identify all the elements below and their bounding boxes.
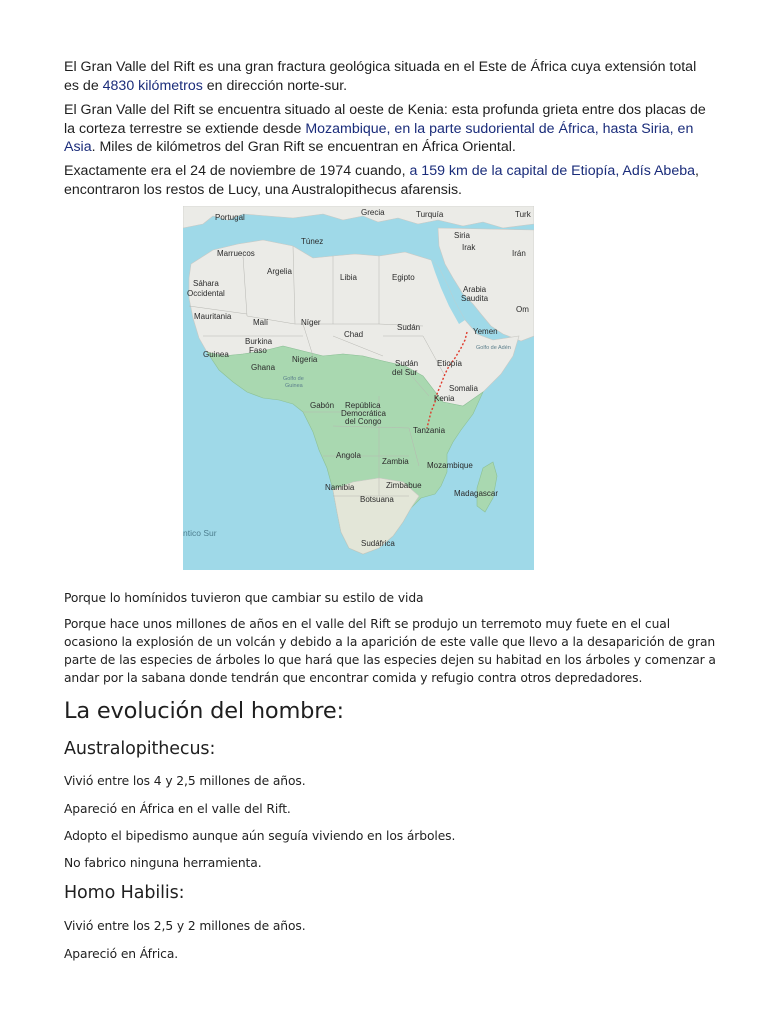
answer-paragraph: Porque hace unos millones de años en el valle del Rift se produjo un terremoto muy fuete en el cual ocasiono la explosión de un volcán y debido a la aparición de este valle que llevo a la desaparición de gran parte de las especies de árboles lo que hará que las especies dejen su habitad en los árboles y comenzar a andar por la sabana donde tendrán que encontrar comida y refugio contra otros depredadores. [64,617,716,685]
label-arabia-1: Arabia [463,285,487,294]
label-gabon: Gabón [310,401,335,410]
label-yemen: Yemen [473,327,498,336]
label-turk: Turk [515,210,531,219]
label-ghana: Ghana [251,363,276,372]
label-egipto: Egipto [392,273,415,282]
label-arabia-2: Saudita [461,294,489,303]
label-sudan: Sudán [397,323,421,332]
label-siria: Siria [454,231,471,240]
label-tunez: Túnez [301,237,324,246]
label-sudan-sur-2: del Sur [392,368,418,377]
label-rdc-1: República [345,401,381,410]
ethiopia-link[interactable]: a 159 km de la capital de Etiopía, Adís Abeba [409,163,695,179]
label-niger: Níger [301,318,321,327]
label-turquia: Turquía [416,210,444,219]
label-portugal: Portugal [215,213,245,222]
label-burkina-2: Faso [249,346,267,355]
label-nigeria: Nigeria [292,355,318,364]
label-tanzania: Tanzania [413,426,446,435]
label-chad: Chad [344,330,364,339]
label-iran: Irán [512,249,526,258]
label-zimbabue: Zimbabue [386,481,422,490]
australopithecus-fact-1: Vivió entre los 4 y 2,5 millones de años. [64,774,306,788]
australopithecus-fact-2: Apareció en África en el valle del Rift. [64,802,291,816]
label-namibia: Namibia [325,483,355,492]
label-angola: Angola [336,451,361,460]
australopithecus-fact-3: Adopto el bipedismo aunque aún seguía viviendo en los árboles. [64,829,456,843]
p2-text-a: El Gran Valle del Rift se encuentra situado al oeste de Kenia: esta profunda grieta entre dos placas de la corteza terrestre se extiende desde [64,102,706,137]
label-golfo-aden: Golfo de Adén [476,345,511,351]
mozambique-siria-link[interactable]: Mozambique, en la parte sudoriental de África, hasta Siria, en Asia [64,120,694,156]
australopithecus-heading: Australopithecus: [64,739,216,759]
label-libia: Libia [340,273,357,282]
label-sahara-1: Sáhara [193,279,219,288]
label-kenia: Kenia [434,394,455,403]
label-golfo-guinea-2: Guinea [285,383,303,389]
homo-habilis-heading: Homo Habilis: [64,883,185,903]
label-grecia: Grecia [361,208,385,217]
section-heading: La evolución del hombre: [64,698,344,724]
label-atlantico: ntico Sur [183,528,217,538]
label-marruecos: Marruecos [217,249,255,258]
p2-text-b: . Miles de kilómetros del Gran Rift se encuentran en África Oriental. [91,139,516,156]
label-botsuana: Botsuana [360,495,394,504]
label-burkina-1: Burkina [245,337,273,346]
africa-map [183,206,534,570]
label-etiopia: Etiopía [437,359,462,368]
question-line: Porque lo homínidos tuvieron que cambiar su estilo de vida [64,591,424,605]
label-guinea: Guinea [203,350,229,359]
label-rdc-2: Democrática [341,409,386,418]
label-mali: Malí [253,318,269,327]
distance-link[interactable]: 4830 kilómetros [102,77,203,94]
intro-paragraph-1 [64,58,712,95]
intro-paragraph-2 [64,101,712,157]
label-mozambique: Mozambique [427,461,473,470]
label-zambia: Zambia [382,457,409,466]
label-sahara-2: Occidental [187,289,225,298]
label-mauritania: Mauritania [194,312,232,321]
habilis-fact-1: Vivió entre los 2,5 y 2 millones de años. [64,919,306,933]
p1-text-a: El Gran Valle del Rift es una gran fractura geológica situada en el Este de África cuya extensión total es de [64,59,697,94]
label-sudan-sur-1: Sudán [395,359,419,368]
label-somalia: Somalia [449,384,478,393]
label-madagascar: Madagascar [454,489,499,498]
intro-paragraph-3 [64,162,712,199]
p3-text-b: , encontraron los restos de Lucy, una Australopithecus afarensis. [64,163,699,198]
label-om: Om [516,305,529,314]
label-sudafrica: Sudáfrica [361,539,395,548]
habilis-fact-2: Apareció en África. [64,947,179,961]
p3-text-a: Exactamente era el 24 de noviembre de 1974 cuando, [64,163,410,179]
p1-text-b: en dirección norte-sur. [202,77,348,94]
label-rdc-3: del Congo [345,417,382,426]
label-irak: Irak [462,243,476,252]
label-argelia: Argelia [267,267,292,276]
australopithecus-fact-4: No fabrico ninguna herramienta. [64,856,262,870]
label-golfo-guinea-1: Golfo de [283,376,304,382]
